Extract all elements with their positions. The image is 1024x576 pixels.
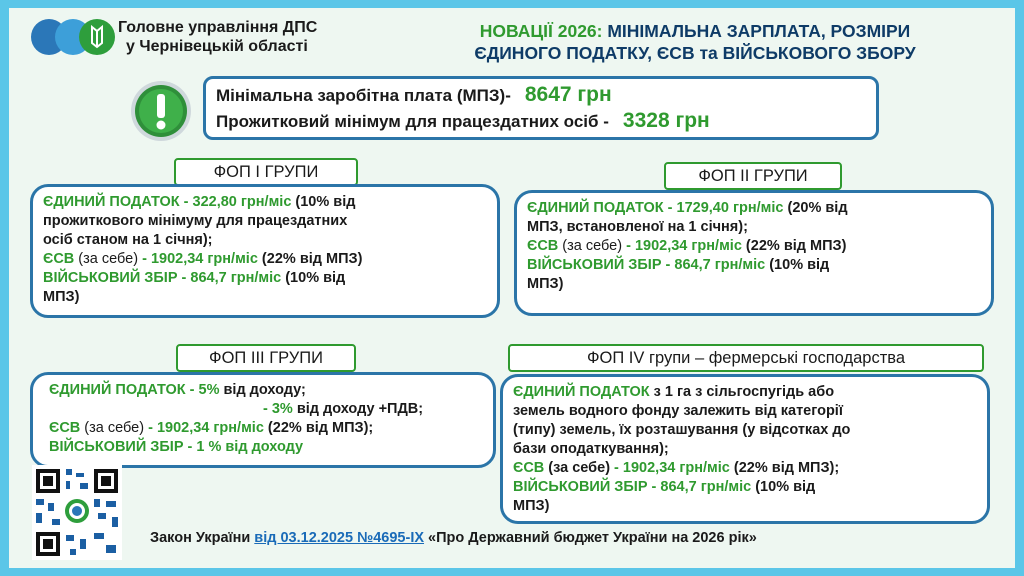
tab-group1: ФОП І ГРУПИ [174, 158, 358, 186]
group1-esv-note: (22% від МПЗ) [257, 251, 363, 267]
min-wage-value: 8647 грн [524, 83, 612, 106]
group3-tax-note1: від доходу; [219, 382, 306, 398]
group2-mil-note2: МПЗ) [527, 276, 564, 292]
group2-esv-label: ЄСВ [527, 238, 559, 254]
group1-box [30, 184, 500, 318]
group1-mil-note1: (10% від [281, 270, 346, 286]
title-line1: МІНІМАЛЬНА ЗАРПЛАТА, РОЗМІРИ [602, 21, 911, 41]
group2-tax-label: ЄДИНИЙ ПОДАТОК - 1729,40 грн/міс [527, 200, 784, 216]
tab-group2: ФОП ІІ ГРУПИ [664, 162, 842, 190]
group4-box [500, 374, 990, 524]
group4-esv-note: (22% від МПЗ); [729, 460, 840, 476]
group2-esv-value: - 1902,34 грн/міс [622, 238, 742, 254]
group4-mil-note2: МПЗ) [513, 498, 550, 514]
title-line2: ЄДИНОГО ПОДАТКУ, ЄСВ та ВІЙСЬКОВОГО ЗБОРУ [474, 43, 916, 63]
group1-tax-note1: (10% від [291, 194, 356, 210]
group2-mil-label: ВІЙСЬКОВИЙ ЗБІР - 864,7 грн/міс [527, 257, 766, 273]
group4-mil-label: ВІЙСЬКОВИЙ ЗБІР - 864,7 грн/міс [513, 479, 752, 495]
group4-esv-self: (за себе) [544, 460, 611, 476]
law-prefix: Закон України [150, 530, 255, 546]
group3-tax-label: ЄДИНИЙ ПОДАТОК - 5% [49, 382, 220, 398]
law-link[interactable]: від 03.12.2025 №4695-IX [254, 530, 425, 546]
group1-esv-label: ЄСВ [43, 251, 75, 267]
group2-esv-self: (за себе) [558, 238, 623, 254]
group1-mil-label: ВІЙСЬКОВИЙ ЗБІР - 864,7 грн/міс [43, 270, 282, 286]
title-highlight: НОВАЦІЇ 2026: [479, 21, 603, 41]
group1-tax-label: ЄДИНИЙ ПОДАТОК - 322,80 грн/міс [43, 194, 292, 210]
group3-esv-value: - 1902,34 грн/міс [144, 420, 264, 436]
summary-box [203, 76, 879, 140]
min-wage-label: Мінімальна заробітна плата (МПЗ)- [216, 86, 511, 105]
tab-group4: ФОП IV групи – фермерські господарства [508, 344, 984, 372]
group2-box [514, 190, 994, 316]
group3-esv-label: ЄСВ [49, 420, 81, 436]
group3-mil-label: ВІЙСЬКОВИЙ ЗБІР - 1 % від доходу [49, 439, 304, 455]
group1-tax-note3: осіб станом на 1 січня); [43, 232, 213, 248]
group4-esv-value: - 1902,34 грн/міс [610, 460, 730, 476]
group2-tax-note2: МПЗ, встановленої на 1 січня); [527, 219, 748, 235]
group1-esv-value: - 1902,34 грн/міс [138, 251, 258, 267]
exclamation-icon [130, 80, 192, 142]
group3-esv-note: (22% від МПЗ); [263, 420, 374, 436]
qr-code-icon[interactable] [32, 465, 122, 560]
group4-esv-label: ЄСВ [513, 460, 545, 476]
subsistence-row [216, 109, 710, 133]
group4-tax-note1: з 1 га з сільгоспугідь або [649, 384, 835, 400]
org-line1: Головне управління ДПС [118, 19, 318, 36]
group1-esv-self: (за себе) [74, 251, 139, 267]
org-line2: у Чернівецькій області [126, 38, 308, 55]
group2-tax-note1: (20% від [783, 200, 848, 216]
group1-tax-note2: прожиткового мінімуму для працездатних [43, 213, 348, 229]
group3-box [30, 372, 496, 468]
subsistence-value: 3328 грн [622, 109, 710, 132]
group1-mil-note2: МПЗ) [43, 289, 80, 305]
organization-name [118, 18, 317, 56]
group3-esv-self: (за себе) [80, 420, 145, 436]
tab-group3: ФОП ІІІ ГРУПИ [176, 344, 356, 372]
group2-mil-note1: (10% від [765, 257, 830, 273]
law-reference [150, 530, 757, 546]
group4-mil-note1: (10% від [751, 479, 816, 495]
page-title [400, 20, 990, 64]
group2-esv-note: (22% від МПЗ) [741, 238, 847, 254]
group3-tax-label2: - 3% [263, 401, 293, 417]
subsistence-label: Прожитковий мінімум для працездатних осіб - [216, 112, 609, 131]
group4-tax-note3: (типу) земель, їх розташування (у відсотках до [513, 422, 851, 438]
min-wage-row [216, 83, 612, 107]
group4-tax-label: ЄДИНИЙ ПОДАТОК [513, 384, 650, 400]
dps-logo-icon [30, 18, 116, 56]
law-suffix: «Про Державний бюджет України на 2026 рік» [424, 530, 757, 546]
group3-tax-note2: від доходу +ПДВ; [292, 401, 424, 417]
group4-tax-note4: бази оподаткування); [513, 441, 669, 457]
group4-tax-note2: земель водного фонду залежить від категорії [513, 403, 843, 419]
